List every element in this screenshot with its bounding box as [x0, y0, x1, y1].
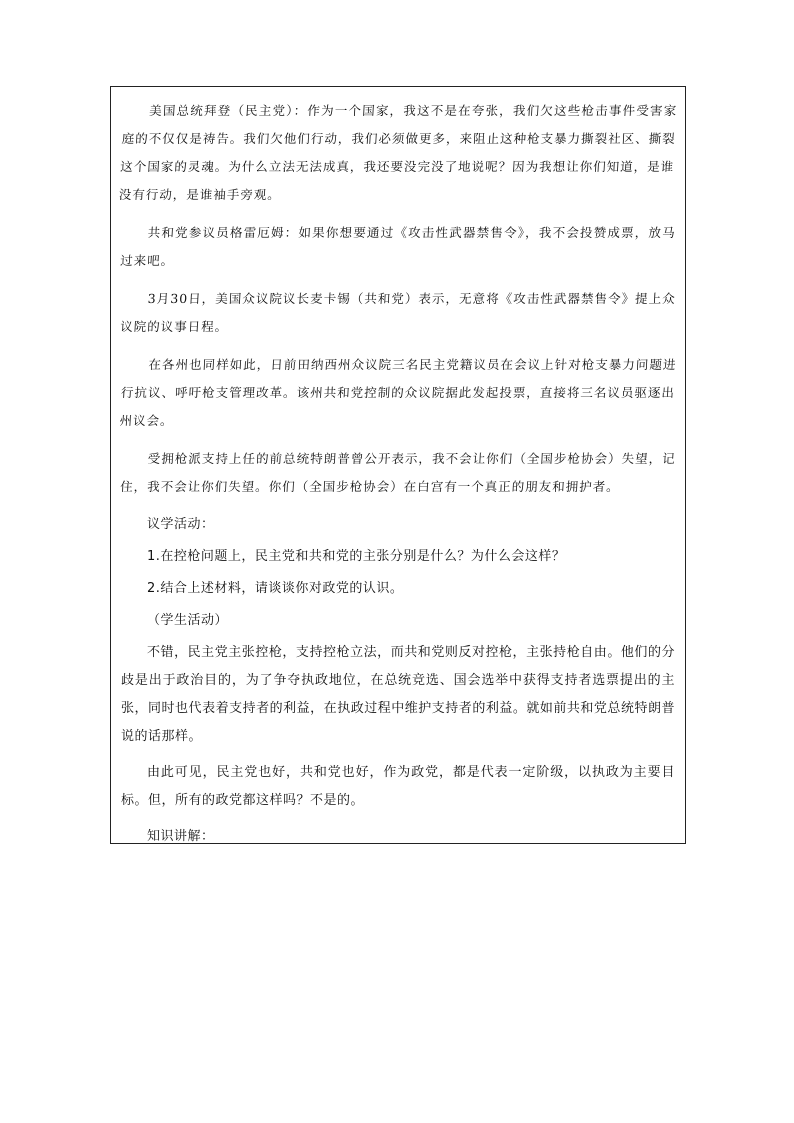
student-activity-label: （学生活动） — [147, 613, 229, 628]
knowledge-heading: 知识讲解： — [147, 829, 215, 844]
question-2: 2.结合上述材料，请谈谈你对政党的认识。 — [147, 581, 404, 596]
quote-mccarthy: 3月30日，美国众议院议长麦卡锡（共和党）表示，无意将《攻击性武器禁售令》提上众议院的议事日程。 — [119, 291, 677, 334]
quote-graham: 共和党参议员格雷厄姆：如果你想要通过《攻击性武器禁售令》，我不会投赞成票，放马过来吧。 — [119, 225, 677, 268]
lesson-content — [118, 97, 678, 855]
lesson-table-cell — [110, 86, 686, 844]
question-1: 1.在控枪问题上，民主党和共和党的主张分别是什么？为什么会这样？ — [147, 549, 566, 564]
conclusion-paragraph: 由此可见，民主党也好，共和党也好，作为政党，都是代表一定阶级，以执政为主要目标。但，所有的政党都这样吗？不是的。 — [121, 765, 675, 808]
quote-trump: 受拥枪派支持上任的前总统特朗普曾公开表示，我不会让你们（全国步枪协会）失望，记住，我不会让你们失望。你们（全国步枪协会）在白宫有一个真正的朋友和拥护者。 — [119, 451, 677, 494]
activity-heading: 议学活动： — [147, 517, 215, 532]
tennessee-paragraph: 在各州也同样如此，日前田纳西州众议院三名民主党籍议员在会议上针对枪支暴力问题进行抗议、呼吁枪支管理改革。该州共和党控制的众议院据此发起投票，直接将三名议员驱逐出州议会。 — [119, 357, 677, 428]
answer-paragraph: 不错，民主党主张控枪，支持控枪立法，而共和党则反对控枪，主张持枪自由。他们的分歧是出于政治目的，为了争夺执政地位，在总统竞选、国会选举中获得支持者选票提出的主张，同时也代表着支持者的利益，在执政过程中维护支持者的利益。就如前共和党总统特朗普说的话那样。 — [121, 645, 675, 744]
quote-biden: 美国总统拜登（民主党）：作为一个国家，我这不是在夸张，我们欠这些枪击事件受害家庭的不仅仅是祷告。我们欠他们行动，我们必须做更多，来阻止这种枪支暴力撕裂社区、撕裂这个国家的灵魂。为什么立法无法成真，我还要没完没了地说呢？因为我想让你们知道，是谁没有行动，是谁袖手旁观。 — [118, 103, 678, 202]
